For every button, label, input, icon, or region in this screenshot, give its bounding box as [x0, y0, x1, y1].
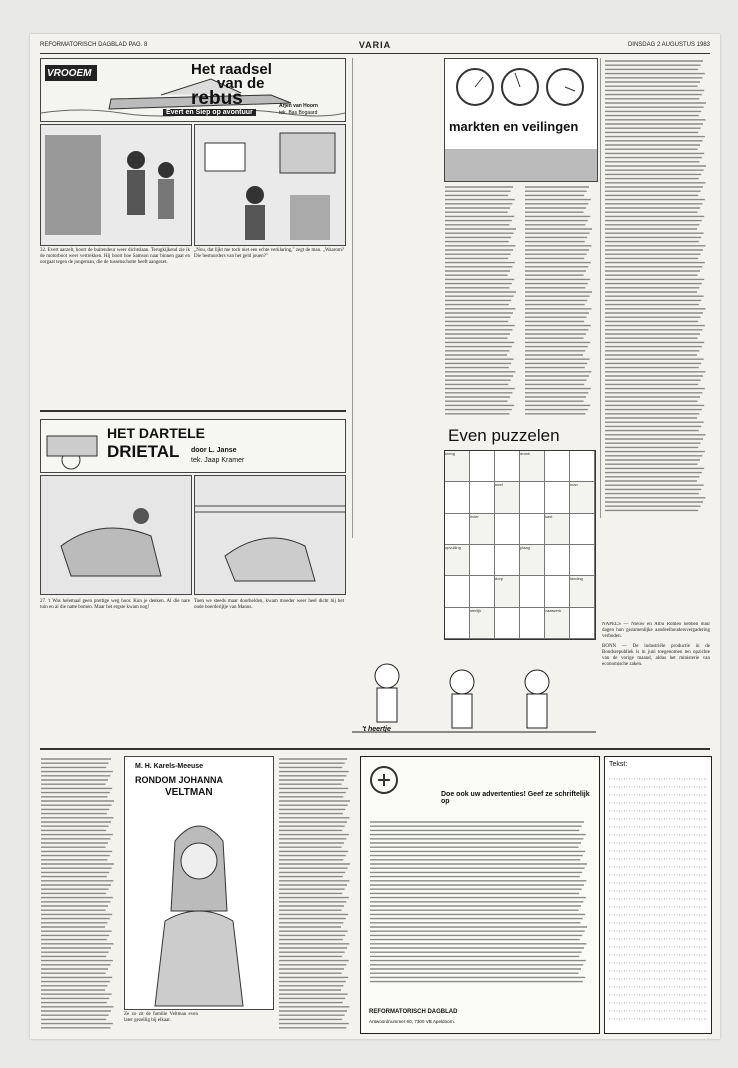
bottom-divider — [40, 748, 710, 750]
puzzle-cell: kreng — [445, 451, 470, 482]
puzzle-cell: sierlijk — [470, 608, 495, 639]
puzzle-grid — [444, 450, 596, 640]
text-block-lines — [524, 184, 594, 418]
story-column-2 — [278, 756, 354, 1034]
puzzle-cell — [470, 451, 495, 482]
header-section: VARIA — [358, 40, 392, 50]
puzzle-cell — [495, 608, 520, 639]
rebus-caption-left: 32. Evert aarzelt, hoort de buitendeur weer dichtslaan. Terugkijkend zie ik de motorboot weer vertrekken. Hij hoort hoe Samson naar binnen gaat en oorgaat tegen de jongeman, die de tussenschotte heeft aangezet. — [40, 248, 190, 265]
drietal-title-1: HET DARTELE — [107, 425, 205, 441]
rebus-room-drawing — [195, 125, 345, 245]
rebus-title-1: Het raadsel — [191, 61, 272, 78]
puzzle-cell — [520, 514, 545, 545]
puzzle-cell: landing — [570, 576, 595, 607]
puzzle-cell: dorp — [495, 576, 520, 607]
page-header — [40, 40, 710, 52]
book-title-1: RONDOM JOHANNA — [135, 775, 224, 785]
drietal-title-2: DRIETAL — [107, 442, 180, 461]
puzzle-cell: opvulling — [445, 545, 470, 576]
puzzle-cell — [495, 451, 520, 482]
puzzle-cell: plaag — [520, 545, 545, 576]
rebus-comic — [40, 58, 346, 316]
text-block-lines — [278, 756, 352, 1032]
rebus-logo: VROOEM — [47, 68, 92, 79]
book-portrait — [125, 801, 273, 1010]
puzzle-cell — [570, 545, 595, 576]
puzzle-cell — [495, 514, 520, 545]
puzzle-cell: drank — [520, 451, 545, 482]
markten-header-panel — [444, 58, 598, 182]
rebus-panel-1 — [40, 124, 192, 246]
puzzle-cell — [470, 545, 495, 576]
puzzle-cell: kast — [545, 514, 570, 545]
rebus-panel-2 — [194, 124, 346, 246]
puzzle-cell — [570, 451, 595, 482]
ad-logo — [369, 765, 399, 795]
drietal-horse-drawing — [41, 476, 191, 594]
puzzle-section — [444, 426, 596, 640]
market-column-4 — [600, 58, 714, 518]
market-text-lines — [356, 58, 442, 538]
ad-text-lines — [605, 757, 711, 1033]
section-divider — [40, 410, 346, 412]
drietal-illustrator: tek. Jaap Kramer — [191, 457, 245, 464]
news-item-1: NAPELS — Nieuw en Albu Romeo hebben duur dagen hun gezamenlijke aandeelhoudersvergadering verboden. — [602, 622, 710, 639]
text-block-lines — [40, 756, 116, 1032]
rebus-illustrator: tek. Bas Bogaard — [279, 110, 318, 116]
book-title-2: VELTMAN — [165, 787, 213, 798]
puzzle-cell — [545, 576, 570, 607]
drietal-panel-2 — [194, 475, 346, 595]
book-caption: Ze zo zit de familie Veltman even later gezellig bij elkaar. — [124, 1012, 198, 1023]
puzzle-cell — [545, 482, 570, 513]
news-item-2: BONN — De industriële productie in de Bondsrepubliek is in juni toegenomen ten opzichte van de vorige maand, aldus het ministerie van economische zaken. — [602, 644, 710, 667]
puzzle-cell: rivier — [470, 514, 495, 545]
story-column-1 — [40, 756, 118, 1034]
market-column-1 — [352, 58, 442, 538]
header-date: DINSDAG 2 AUGUSTUS 1983 — [627, 42, 710, 48]
heertje-label: 't heertje — [362, 726, 391, 733]
drietal-caption-left: 27. 't Was helemaal geen prettige weg hoor. Kun je denken. Al die nare tuin en al die natte bomen. Maar het ergste kwam nog! — [40, 599, 190, 610]
puzzle-cell — [470, 576, 495, 607]
rebus-caption-right: „Nou, dat lijkt me toch niet een echte verklaring," zegt de man. „Waarom? Die bestuurders van het geld jouen?" — [194, 248, 344, 259]
book-author: M. H. Karels-Meeuse — [135, 763, 204, 770]
text-block-lines — [604, 58, 708, 514]
drietal-comic — [40, 419, 346, 769]
text-block-lines — [369, 819, 589, 987]
puzzle-cell — [445, 608, 470, 639]
rebus-title-2: van de — [217, 75, 265, 92]
puzzle-cell: vaatwerk — [545, 608, 570, 639]
puzzle-cell — [570, 514, 595, 545]
puzzle-cell: man — [570, 482, 595, 513]
rebus-title-panel — [40, 58, 346, 122]
puzzle-cell — [445, 482, 470, 513]
ad-slogan: Doe ook uw advertenties! Geef ze schriftelijk op — [441, 791, 590, 805]
puzzle-title: Even puzzelen — [448, 426, 560, 445]
book-cover — [124, 756, 274, 1010]
puzzle-cell — [470, 482, 495, 513]
drietal-fence-drawing — [195, 476, 345, 594]
rebus-author: Arjen van Hoorn — [279, 103, 318, 109]
puzzle-cell — [545, 451, 570, 482]
rebus-figures-drawing — [41, 125, 191, 245]
puzzle-cell — [495, 545, 520, 576]
markten-title: markten en veilingen — [449, 119, 579, 134]
ad-address-1: REFORMATORISCH DAGBLAD — [369, 1009, 458, 1015]
heertje-cartoon — [352, 646, 596, 744]
puzzle-cell — [520, 576, 545, 607]
drietal-panel-1 — [40, 475, 192, 595]
ad-form-lines — [369, 819, 591, 989]
header-left: REFORMATORISCH DAGBLAD PAG. 8 — [40, 42, 148, 48]
puzzle-cell — [545, 545, 570, 576]
drietal-caption-right: Toen we steeds maar doorhelden, kwam moeder weer heel dicht bij het oude boerderijtje van Manus. — [194, 599, 344, 610]
drietal-title-panel — [40, 419, 346, 473]
puzzle-cell — [520, 608, 545, 639]
news-column — [602, 622, 710, 746]
rebus-title-3: rebus — [191, 88, 243, 109]
newspaper-page — [30, 34, 720, 1039]
puzzle-cell — [570, 608, 595, 639]
ad-text-field[interactable] — [604, 756, 712, 1034]
puzzle-cell — [520, 482, 545, 513]
puzzle-cell — [445, 576, 470, 607]
ad-tekst-label: Tekst: — [609, 761, 628, 768]
ad-address-2: Antwoordnummer 60, 7300 VB Apeldoorn. — [369, 1019, 456, 1024]
rebus-subtitle: Evert en Siep op avontuur — [163, 109, 256, 116]
header-rule — [40, 53, 710, 54]
ad-form — [360, 756, 600, 1034]
market-column-2 — [444, 184, 520, 420]
market-column-3 — [524, 184, 596, 420]
drietal-author: door L. Janse — [191, 447, 237, 454]
puzzle-cell — [445, 514, 470, 545]
text-block-lines — [444, 184, 518, 418]
puzzle-cell: neef — [495, 482, 520, 513]
